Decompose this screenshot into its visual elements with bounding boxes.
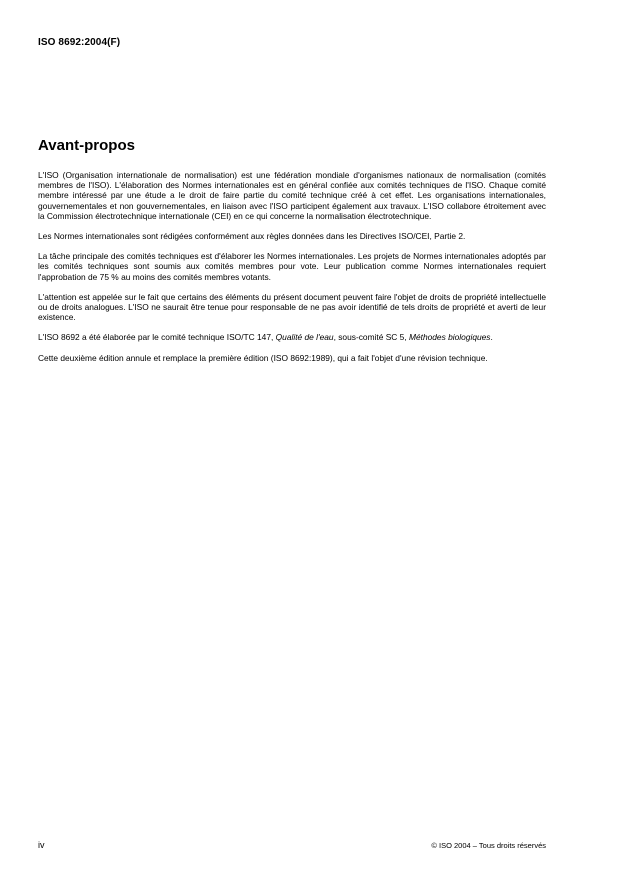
paragraph-drafting-rules: Les Normes internationales sont rédigées conformément aux règles données dans les Directives ISO/CEI, Partie 2.: [38, 231, 466, 242]
page-number: iv: [38, 840, 45, 850]
document-id: ISO 8692:2004(F): [38, 37, 121, 48]
subcommittee-title-biological-methods: Méthodes biologiques: [409, 332, 491, 343]
committee-title-water-quality: Qualité de l'eau: [275, 332, 334, 343]
paragraph-technical-committees: La tâche principale des comités techniques est d'élaborer les Normes internationales. Les projets de Normes internationales adoptés par les comités techniques sont soumis aux comités membres pour vote. Leur publication comme Normes internationales requiert l'approbation de 75 % au moins des comités membres votants.: [38, 251, 546, 282]
paragraph-patent-rights: L'attention est appelée sur le fait que certains des éléments du présent document peuvent faire l'objet de droits de propriété intellectuelle ou de droits analogues. L'ISO ne saurait être tenue pour responsable de ne pas avoir identifié de tels droits de propriété et averti de leur existence.: [38, 291, 546, 323]
foreword-body: [38, 170, 546, 373]
paragraph-preparation: [38, 332, 546, 342]
preparation-text-1: L'ISO 8692 a été élaborée par le comité technique ISO/TC 147,: [38, 332, 276, 343]
copyright-notice: © ISO 2004 – Tous droits réservés: [431, 841, 546, 850]
preparation-text-3: .: [490, 332, 493, 343]
preparation-text-2: , sous-comité SC 5,: [333, 332, 409, 343]
paragraph-iso-description: L'ISO (Organisation internationale de normalisation) est une fédération mondiale d'organismes nationaux de normalisation (comités membres de l'ISO). L'élaboration des Normes internationales est en général confiée aux comités techniques de l'ISO. Chaque comité membre intéressé par une étude a le droit de faire partie du comité technique créé à cet effet. Les organisations internationales, gouvernementales et non gouvernementales, en liaison avec l'ISO participent également aux travaux. L'ISO collabore étroitement avec la Commission électrotechnique internationale (CEI) en ce qui concerne la normalisation électrotechnique.: [38, 170, 546, 221]
section-title: Avant-propos: [38, 137, 135, 154]
paragraph-edition-note: Cette deuxième édition annule et remplace la première édition (ISO 8692:1989), qui a fait l'objet d'une révision technique.: [38, 352, 488, 363]
